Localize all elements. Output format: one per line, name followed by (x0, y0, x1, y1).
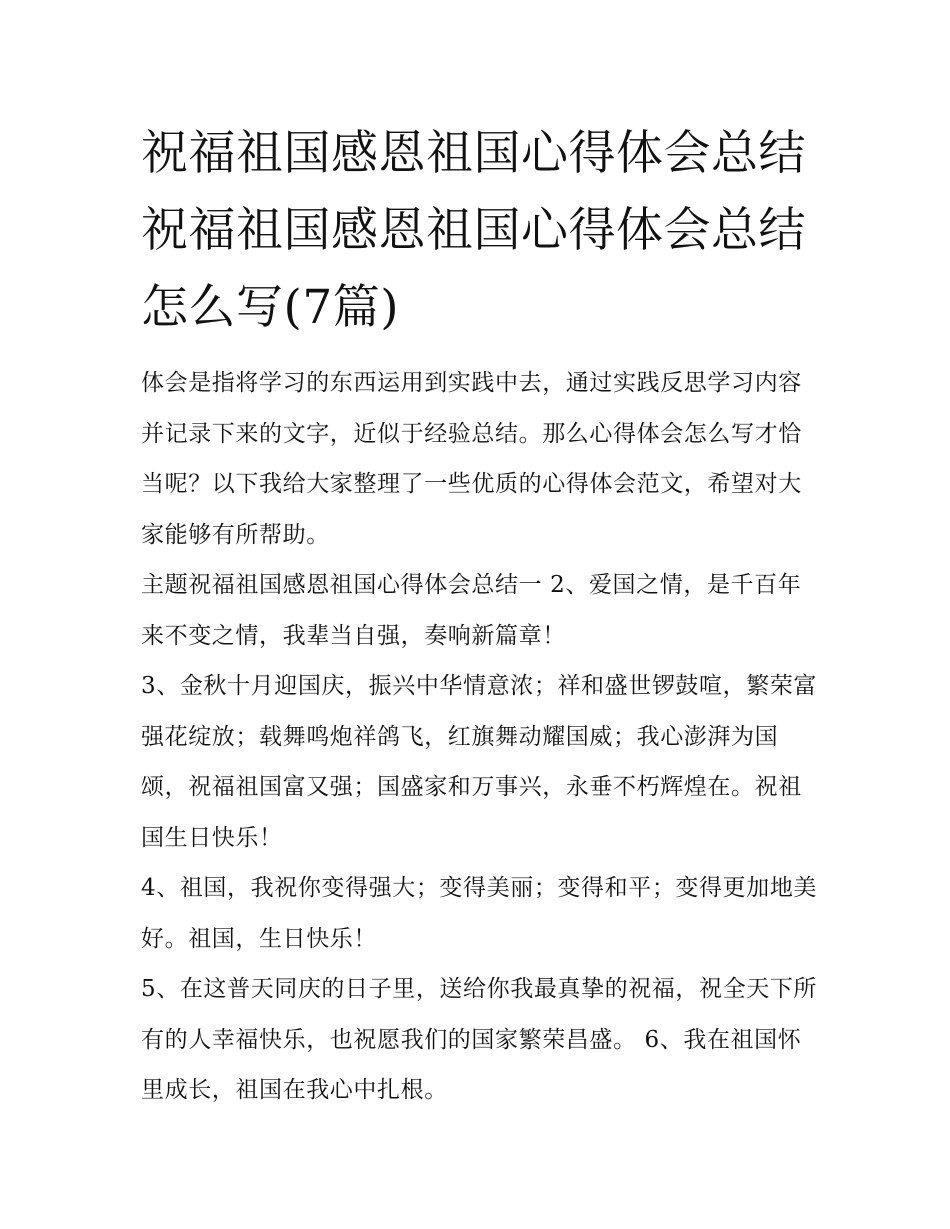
document-title: 祝福祖国感恩祖国心得体会总结 祝福祖国感恩祖国心得体会总结怎么写(7篇) (141, 126, 806, 335)
paragraph-item-4: 4、祖国，我祝你变得强大；变得美丽；变得和平；变得更加地美好。祖国，生日快乐！ (141, 875, 818, 952)
paragraph-item-2: 主题祝福祖国感恩祖国心得体会总结一 2、爱国之情，是千百年来不变之情，我辈当自强，奏响新篇章！ (141, 572, 802, 649)
paragraph-item-3: 3、金秋十月迎国庆，振兴中华情意浓；祥和盛世锣鼓喧，繁荣富强花绽放；载舞鸣炮祥鸽飞，红旗舞动耀国威；我心澎湃为国颂，祝福祖国富又强；国盛家和万事兴，永垂不朽辉煌在。祝祖国生日快乐！ (141, 673, 818, 851)
paragraph-item-5-6: 5、在这普天同庆的日子里，送给你我最真挚的祝福，祝全天下所有的人幸福快乐，也祝愿我们的国家繁荣昌盛。 6、我在祖国怀里成长，祖国在我心中扎根。 (141, 976, 818, 1103)
intro-paragraph: 体会是指将学习的东西运用到实践中去，通过实践反思学习内容并记录下来的文字，近似于经验总结。那么心得体会怎么写才恰当呢？以下我给大家整理了一些优质的心得体会范文，希望对大家能够有所帮助。 (141, 370, 802, 548)
document-content (141, 115, 821, 1116)
